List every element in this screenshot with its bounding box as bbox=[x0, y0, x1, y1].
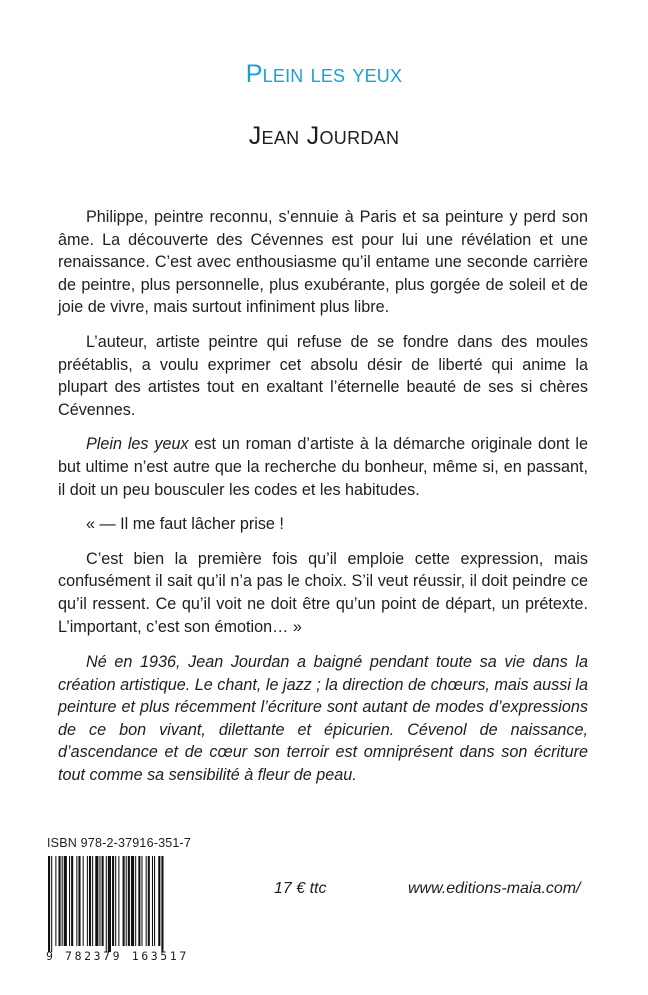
barcode-bar bbox=[76, 856, 77, 946]
publisher-website: www.editions-maia.com/ bbox=[408, 880, 581, 897]
barcode-digits: 9 782379 163517 bbox=[46, 949, 189, 963]
book-title-italic: Plein les yeux bbox=[86, 435, 189, 454]
summary-paragraph-3 bbox=[58, 433, 588, 501]
barcode-bar bbox=[87, 856, 88, 946]
barcode-bar bbox=[115, 856, 116, 946]
barcode-bar bbox=[69, 856, 70, 946]
barcode-bar bbox=[106, 856, 107, 952]
barcode-bar bbox=[118, 856, 119, 946]
barcode-bar bbox=[62, 856, 63, 946]
barcode-bar bbox=[51, 856, 52, 952]
barcode-bar bbox=[83, 856, 84, 946]
barcode-bar bbox=[112, 856, 114, 946]
barcode-bar bbox=[78, 856, 80, 946]
summary-paragraph-1: Philippe, peintre reconnu, s’ennuie à Paris et sa peinture y perd son âme. La découverte des Cévennes est pour lui une révélation et une renaissance. C’est avec enthousiasme qu’il entame une seconde carrière de peintre, plus personnelle, plus exubérante, plus gorgée de soleil et de joie de vivre, mais surtout infiniment plus libre. bbox=[58, 208, 588, 317]
barcode-bar bbox=[126, 856, 127, 946]
barcode bbox=[46, 856, 198, 956]
barcode-bar bbox=[158, 856, 160, 946]
barcode-bar bbox=[64, 856, 67, 946]
barcode-bar bbox=[131, 856, 134, 946]
barcode-bar bbox=[102, 856, 104, 946]
summary-paragraph-2: L’auteur, artiste peintre qui refuse de se fondre dans des moules préétablis, a voulu exprimer cet absolu désir de liberté qui anime la plupart des artistes tout en exaltant l’éternelle beauté de ses si chères Cévennes. bbox=[58, 332, 588, 419]
summary-block bbox=[58, 206, 588, 650]
barcode-bar bbox=[138, 856, 140, 946]
quote-line: « — Il me faut lâcher prise ! bbox=[86, 515, 284, 534]
barcode-bar bbox=[89, 856, 91, 946]
book-title: Plein les yeux bbox=[245, 60, 403, 88]
price: 17 € ttc bbox=[274, 880, 327, 897]
barcode-bar bbox=[55, 856, 56, 946]
author-bio: Né en 1936, Jean Jourdan a baigné pendant toute sa vie dans la création artistique. Le chant, le jazz ; la direction de chœurs, mais aussi la peinture et plus récemment l’écriture sont autant de modes d’expressions de ce bon vivant, dilettante et épicurien. Cévenol de naissance, d’ascendance et de cœur son terroir est omniprésent dans son écriture tout comme sa sensibilité à fleur de peau. bbox=[58, 653, 588, 784]
barcode-bar bbox=[59, 856, 61, 946]
barcode-bar bbox=[161, 856, 163, 952]
isbn-label: ISBN 978-2-37916-351-7 bbox=[47, 836, 192, 850]
barcode-bar bbox=[48, 856, 50, 952]
author-name: Jean Jourdan bbox=[248, 122, 400, 150]
barcode-bar bbox=[135, 856, 136, 946]
barcode-bar bbox=[154, 856, 155, 946]
barcode-bar bbox=[152, 856, 153, 946]
barcode-bar bbox=[146, 856, 147, 946]
barcode-bar bbox=[95, 856, 98, 946]
barcode-bar bbox=[148, 856, 150, 946]
barcode-bar bbox=[71, 856, 73, 946]
barcode-bar bbox=[92, 856, 93, 946]
barcode-bar bbox=[123, 856, 125, 946]
barcode-bar bbox=[108, 856, 111, 952]
barcode-bar bbox=[141, 856, 142, 946]
summary-paragraph-3-text: est un roman d’artiste à la démarche originale dont le but ultime n’est autre que la recherche du bonheur, même si, en passant, il doit un peu bousculer les codes et les habitudes. bbox=[58, 435, 588, 499]
summary-paragraph-5: C’est bien la première fois qu’il emploie cette expression, mais confusément il sait qu’il n’a pas le choix. S’il veut réussir, il doit peindre ce qu’il ressent. Ce qu’il voit ne doit être qu’un point de départ, un prétexte. L’important, c’est son émotion… » bbox=[58, 549, 588, 636]
barcode-bar bbox=[99, 856, 100, 946]
barcode-bar bbox=[128, 856, 130, 946]
